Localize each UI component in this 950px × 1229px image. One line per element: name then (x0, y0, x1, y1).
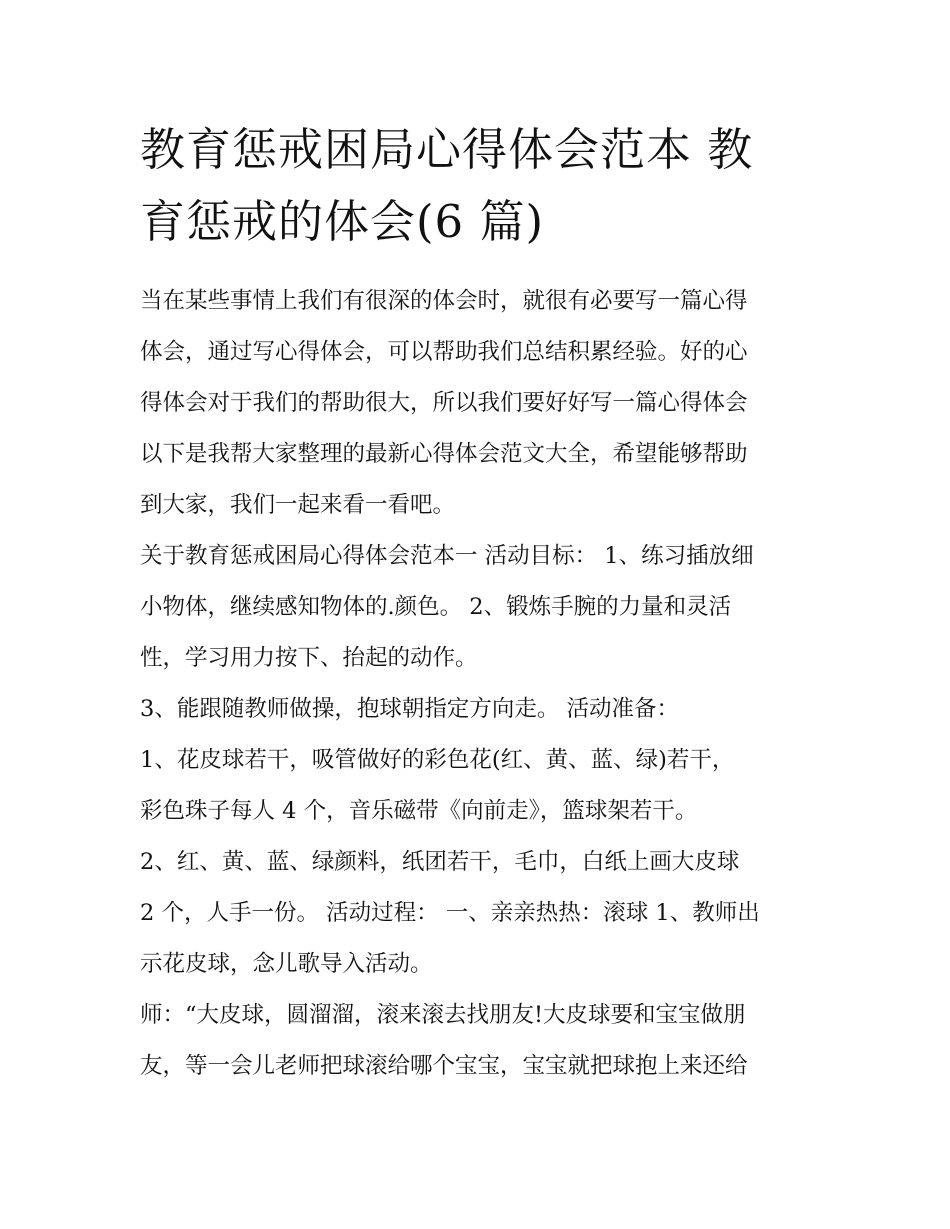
body-line: 当在某些事情上我们有很深的体会时，就很有必要写一篇心得 (140, 288, 748, 314)
body-line: 2 个，人手一份。 活动过程： 一、亲亲热热：滚球 1、教师出 (140, 900, 760, 926)
body-line: 友，等一会儿老师把球滚给哪个宝宝，宝宝就把球抱上来还给 (140, 1053, 748, 1079)
body-line: 师：“大皮球，圆溜溜，滚来滚去找朋友!大皮球要和宝宝做朋 (140, 1002, 746, 1028)
body-line: 彩色珠子每人 4 个，音乐磁带《向前走》，篮球架若干。 (140, 798, 698, 824)
title-line-1: 教育惩戒困局心得体会范本 教 (140, 123, 754, 176)
body-line: 性，学习用力按下、抬起的动作。 (140, 645, 478, 671)
body-line: 到大家，我们一起来看一看吧。 (140, 492, 456, 518)
body-line: 以下是我帮大家整理的最新心得体会范文大全，希望能够帮助 (140, 441, 748, 467)
body-line: 得体会对于我们的帮助很大，所以我们要好好写一篇心得体会 (140, 390, 748, 416)
body-line: 示花皮球，念儿歌导入活动。 (140, 951, 433, 977)
document-title (140, 114, 820, 258)
document-body (140, 276, 820, 1092)
body-line: 1、花皮球若干，吸管做好的彩色花(红、黄、蓝、绿)若干， (140, 747, 735, 773)
body-line: 2、红、黄、蓝、绿颜料，纸团若干，毛巾，白纸上画大皮球 (140, 849, 740, 875)
body-line: 3、能跟随教师做操，抱球朝指定方向走。 活动准备： (140, 696, 679, 722)
body-line: 小物体，继续感知物体的.颜色。 2、锻炼手腕的力量和灵活 (140, 594, 732, 620)
body-line: 体会，通过写心得体会，可以帮助我们总结积累经验。好的心 (140, 339, 748, 365)
title-line-2: 育惩戒的体会(6 篇) (140, 195, 545, 248)
body-line: 关于教育惩戒困局心得体会范本一 活动目标： 1、练习插放细 (140, 543, 754, 569)
